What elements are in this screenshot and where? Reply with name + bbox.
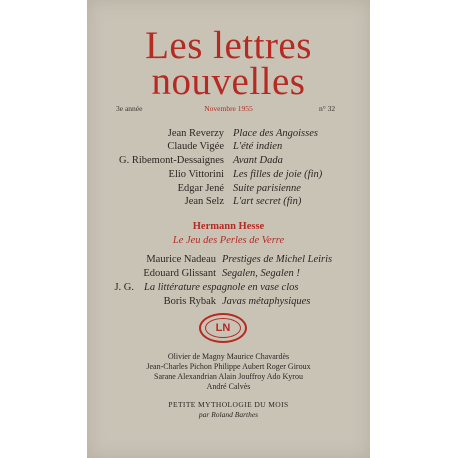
cover-title-line-1: Les lettres bbox=[145, 24, 312, 67]
ln-logo-text: LN bbox=[205, 318, 241, 338]
essay-work: Javas métaphysiques bbox=[222, 296, 311, 307]
essay-author: J. G. bbox=[114, 282, 134, 293]
contents-author: Edgar Jené bbox=[177, 183, 224, 194]
contents-author: Claude Vigée bbox=[167, 141, 224, 152]
magazine-cover bbox=[87, 0, 370, 458]
contributors-line: Jean-Charles Pichon Philippe Aubert Roger Giroux bbox=[146, 362, 311, 371]
cover-title-line-2: nouvelles bbox=[151, 60, 306, 103]
ln-logo-emblem bbox=[199, 313, 247, 343]
issue-number: n° 32 bbox=[319, 104, 336, 113]
contents-author: Elio Vittorini bbox=[168, 169, 224, 180]
issue-date: Novembre 1955 bbox=[204, 104, 253, 113]
contributors-line: Sarane Alexandrian Alain Jouffroy Ado Kyrou bbox=[154, 372, 303, 381]
essay-work: Prestiges de Michel Leiris bbox=[222, 254, 333, 265]
chronicle-title: PETITE MYTHOLOGIE DU MOIS bbox=[168, 400, 289, 409]
contents-work: L'été indien bbox=[233, 141, 283, 152]
featured-work: Le Jeu des Perles de Verre bbox=[172, 235, 285, 246]
chronicle-byline: par Roland Barthes bbox=[198, 410, 259, 419]
contents-work: Avant Dada bbox=[233, 155, 283, 166]
contents-author: Jean Reverzy bbox=[167, 128, 224, 139]
contributors-line: André Calvès bbox=[206, 382, 251, 391]
contents-author: G. Ribemont-Dessaignes bbox=[119, 155, 224, 166]
essay-author: Boris Rybak bbox=[163, 296, 216, 307]
contents-work: Suite parisienne bbox=[233, 183, 301, 194]
contents-work: Place des Angoisses bbox=[233, 128, 318, 139]
contents-work: Les filles de joie (fin) bbox=[233, 169, 323, 180]
year-label: 3e année bbox=[116, 104, 143, 113]
contents-author: Jean Selz bbox=[184, 196, 224, 207]
essay-author: Maurice Nadeau bbox=[146, 254, 216, 265]
contents-work: L'art secret (fin) bbox=[233, 196, 302, 207]
essay-work: Segalen, Segalen ! bbox=[222, 268, 300, 279]
essay-work: La littérature espagnole en vase clos bbox=[144, 282, 299, 293]
essay-author: Edouard Glissant bbox=[143, 268, 216, 279]
featured-author: Hermann Hesse bbox=[192, 221, 265, 232]
contributors-line: Olivier de Magny Maurice Chavardès bbox=[167, 352, 290, 361]
